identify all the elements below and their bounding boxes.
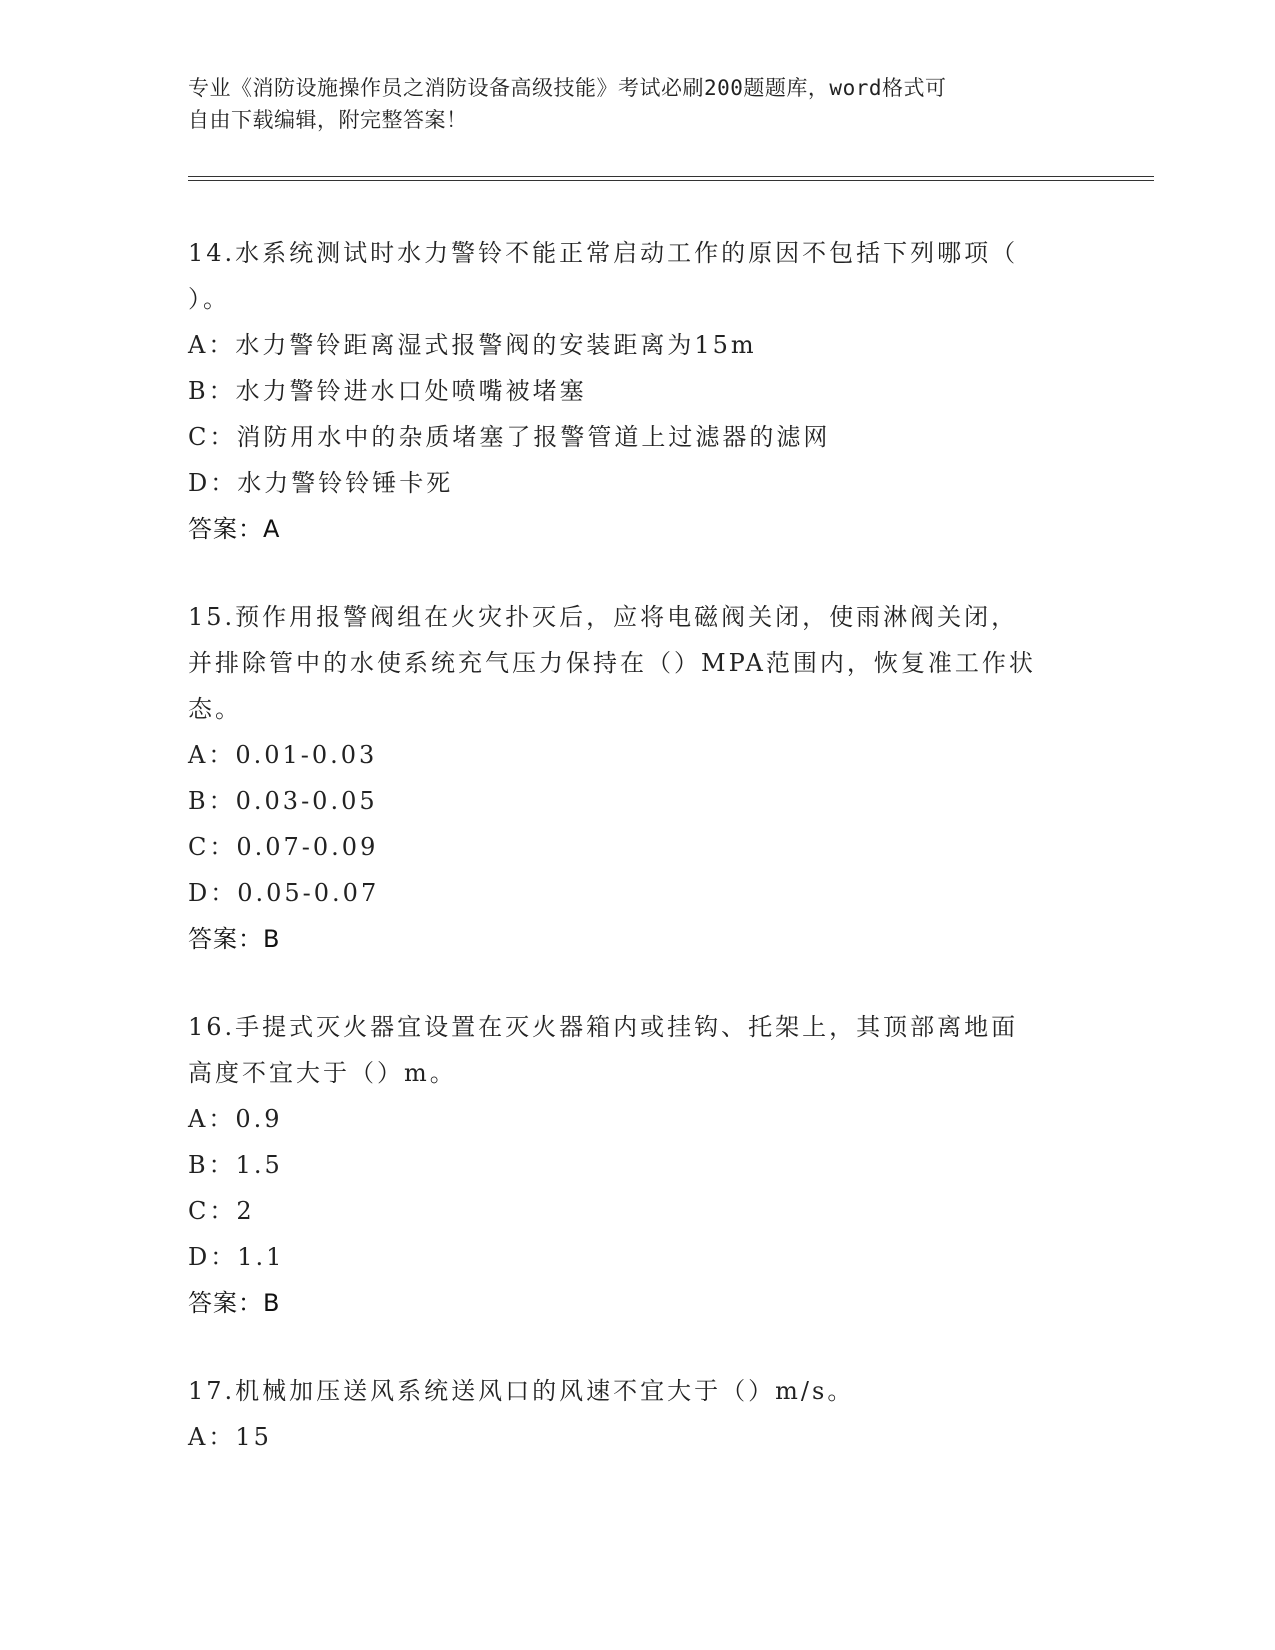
document-header [188, 72, 1088, 136]
question-15 [188, 594, 1088, 962]
question-stem-line: 并排除管中的水使系统充气压力保持在（）MPA范围内，恢复准工作状 [188, 649, 1036, 677]
answer-line: 答案：B [188, 1289, 281, 1317]
option-c: C：消防用水中的杂质堵塞了报警管道上过滤器的滤网 [188, 423, 831, 451]
question-list [188, 230, 1088, 1460]
question-stem-line: ）。 [188, 285, 230, 313]
divider-line-bottom [188, 180, 1154, 181]
header-divider [188, 176, 1154, 181]
question-17 [188, 1368, 1088, 1460]
question-stem-line: 14.水系统测试时水力警铃不能正常启动工作的原因不包括下列哪项（ [188, 239, 1019, 267]
question-stem-line: 15.预作用报警阀组在火灾扑灭后，应将电磁阀关闭，使雨淋阀关闭， [188, 603, 1019, 631]
header-line-1: 专业《消防设施操作员之消防设备高级技能》考试必刷200题题库，word格式可 [188, 76, 947, 100]
option-d: D：1.1 [188, 1243, 285, 1271]
question-stem-line: 17.机械加压送风系统送风口的风速不宜大于（）m/s。 [188, 1377, 855, 1405]
option-d: D：0.05-0.07 [188, 879, 380, 907]
answer-line: 答案：A [188, 515, 281, 543]
option-c: C：0.07-0.09 [188, 833, 379, 861]
divider-line-top [188, 176, 1154, 177]
option-c: C：2 [188, 1197, 255, 1225]
question-stem-line: 高度不宜大于（）m。 [188, 1059, 457, 1087]
question-16 [188, 1004, 1088, 1326]
option-b: B：水力警铃进水口处喷嘴被堵塞 [188, 377, 587, 405]
option-d: D：水力警铃铃锤卡死 [188, 469, 454, 497]
question-14 [188, 230, 1088, 552]
option-a: A：0.01-0.03 [188, 741, 378, 769]
option-a: A：水力警铃距离湿式报警阀的安装距离为15m [188, 331, 757, 359]
option-a: A：15 [188, 1423, 272, 1451]
question-stem-line: 态。 [188, 695, 242, 723]
answer-line: 答案：B [188, 925, 281, 953]
question-stem-line: 16.手提式灭火器宜设置在灭火器箱内或挂钩、托架上，其顶部离地面 [188, 1013, 1019, 1041]
option-b: B：1.5 [188, 1151, 283, 1179]
option-a: A：0.9 [188, 1105, 283, 1133]
header-line-2: 自由下载编辑，附完整答案！ [188, 108, 468, 132]
option-b: B：0.03-0.05 [188, 787, 378, 815]
